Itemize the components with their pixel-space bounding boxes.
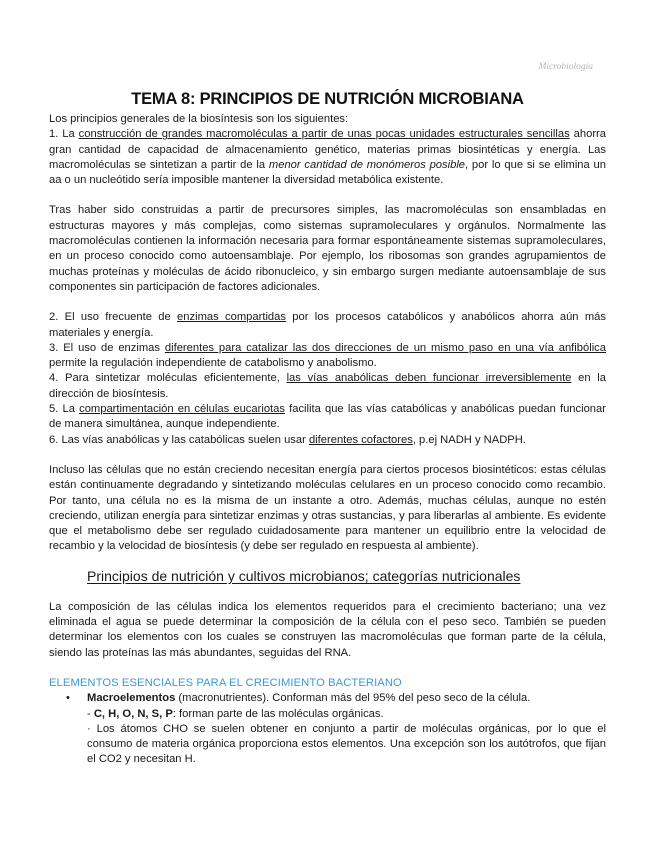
principle-1-underline: construcción de grandes macromoléculas a partir de unas pocas unidades estructurales sencillas <box>78 128 570 141</box>
principle-1: 1. La construcción de grandes macromoléculas a partir de unas pocas unidades estructurales sencillas ahorra gran cantidad de capacidad de almacenamiento genético, materias primas biosintéticas y energía. Las macromoléculas se sintetizan a partir de la menor cantidad de monómeros posible, por lo que si se elimina un aa o un nucleótido sería imposible mantener la diversidad metabólica existente. <box>49 128 606 187</box>
macroelements-line: Macroelementos (macronutrientes). Conforman más del 95% del peso seco de la célula. <box>87 692 531 705</box>
macroelements-term: Macroelementos <box>87 692 176 705</box>
principle-4-underline: las vías anabólicas deben funcionar irreversiblemente <box>286 372 572 385</box>
cho-atoms-line: · Los átomos CHO se suelen obtener en conjunto a partir de moléculas orgánicas, por lo que el consumo de materia orgánica proporciona estos elementos. Una excepción son los autótrofos, que fijan el CO2 y necesitan H. <box>87 722 606 766</box>
chonsp-line: - C, H, O, N, S, P: forman parte de las moléculas orgánicas. <box>87 707 384 720</box>
turnover-paragraph: Incluso las células que no están creciendo necesitan energía para ciertos procesos biosintéticos: estas células están continuamente degradando y sintetizando moléculas celulares en un proceso conocido como recambio. Por tanto, una célula no es la misma de un instante a otro. Además, muchas células, aunque no estén creciendo, utilizan energía para sintetizar enzimas y otras sustancias, y para liberarlas al ambiente. Es evidente que el metabolismo debe ser regulado cuidadosamente para mantener un equilibrio entre la velocidad de recambio y la velocidad de biosíntesis (y debe ser regulado en respuesta al ambiente). <box>49 463 606 553</box>
principle-5: 5. La compartimentación en células eucariotas facilita que las vías catabólicas y anabólicas puedan funcionar de manera simultánea, aunque independiente. <box>49 403 606 431</box>
intro-paragraph: Los principios generales de la biosíntesis son los siguientes: <box>49 113 349 125</box>
composition-paragraph: La composición de las células indica los elementos requeridos para el crecimiento bacteriano; una vez eliminada el agua se puede determinar la composición de la célula con el peso seco. También se pueden determinar los elementos con los cuales se construyen las macromoléculas que forman parte de la célula, siendo las proteínas las más abundantes, seguidas del RNA. <box>49 600 606 659</box>
document-body <box>49 89 606 768</box>
essential-elements-heading: ELEMENTOS ESENCIALES PARA EL CRECIMIENTO BACTERIANO <box>49 676 402 689</box>
page-title: TEMA 8: PRINCIPIOS DE NUTRICIÓN MICROBIANA <box>131 90 524 108</box>
principle-3: 3. El uso de enzimas diferentes para catalizar las dos direcciones de un mismo paso en una vía anfibólica permite la regulación independiente de catabolismo y anabolismo. <box>49 341 606 370</box>
principle-3-underline: diferentes para catalizar las dos direcciones de un mismo paso en una vía anfibólica <box>164 341 606 354</box>
principle-2: 2. El uso frecuente de enzimas compartidas por los procesos catabólicos y anabólicos ahorra aún más materiales y energía. <box>49 311 606 339</box>
macroelements-list-item <box>49 691 606 767</box>
principle-6: 6. Las vías anabólicas y las catabólicas suelen usar diferentes cofactores, p.ej NADH y NADPH. <box>49 433 526 446</box>
header-label: Microbiología <box>538 62 593 72</box>
principle-6-underline: diferentes cofactores <box>308 433 413 446</box>
chonsp-term: C, H, O, N, S, P <box>93 707 173 720</box>
principle-5-underline: compartimentación en células eucariotas <box>79 403 285 416</box>
bullet-icon: • <box>66 692 70 705</box>
section-title: Principios de nutrición y cultivos microbianos; categorías nutricionales <box>87 567 521 584</box>
principle-2-underline: enzimas compartidas <box>177 311 286 324</box>
principle-4: 4. Para sintetizar moléculas eficientemente, las vías anabólicas deben funcionar irreversiblemente en la dirección de biosíntesis. <box>49 372 606 400</box>
assembly-paragraph: Tras haber sido construidas a partir de precursores simples, las macromoléculas son ensambladas en estructuras mayores y más complejas, como sistemas supramoleculares y orgánulos. Normalmente las macromoléculas contienen la información necesaria para formar espontáneamente sistemas supramoleculares, en un proceso conocido como autoensamblaje. Por ejemplo, los ribosomas son grandes agrupamientos de muchas proteínas y moléculas de ácido ribonucleico, y sin embargo surgen mediante autoensamblaje de sus componentes sin participación de factores adicionales. <box>49 204 606 293</box>
principle-1-emphasis: menor cantidad de monómeros posible <box>268 158 466 171</box>
